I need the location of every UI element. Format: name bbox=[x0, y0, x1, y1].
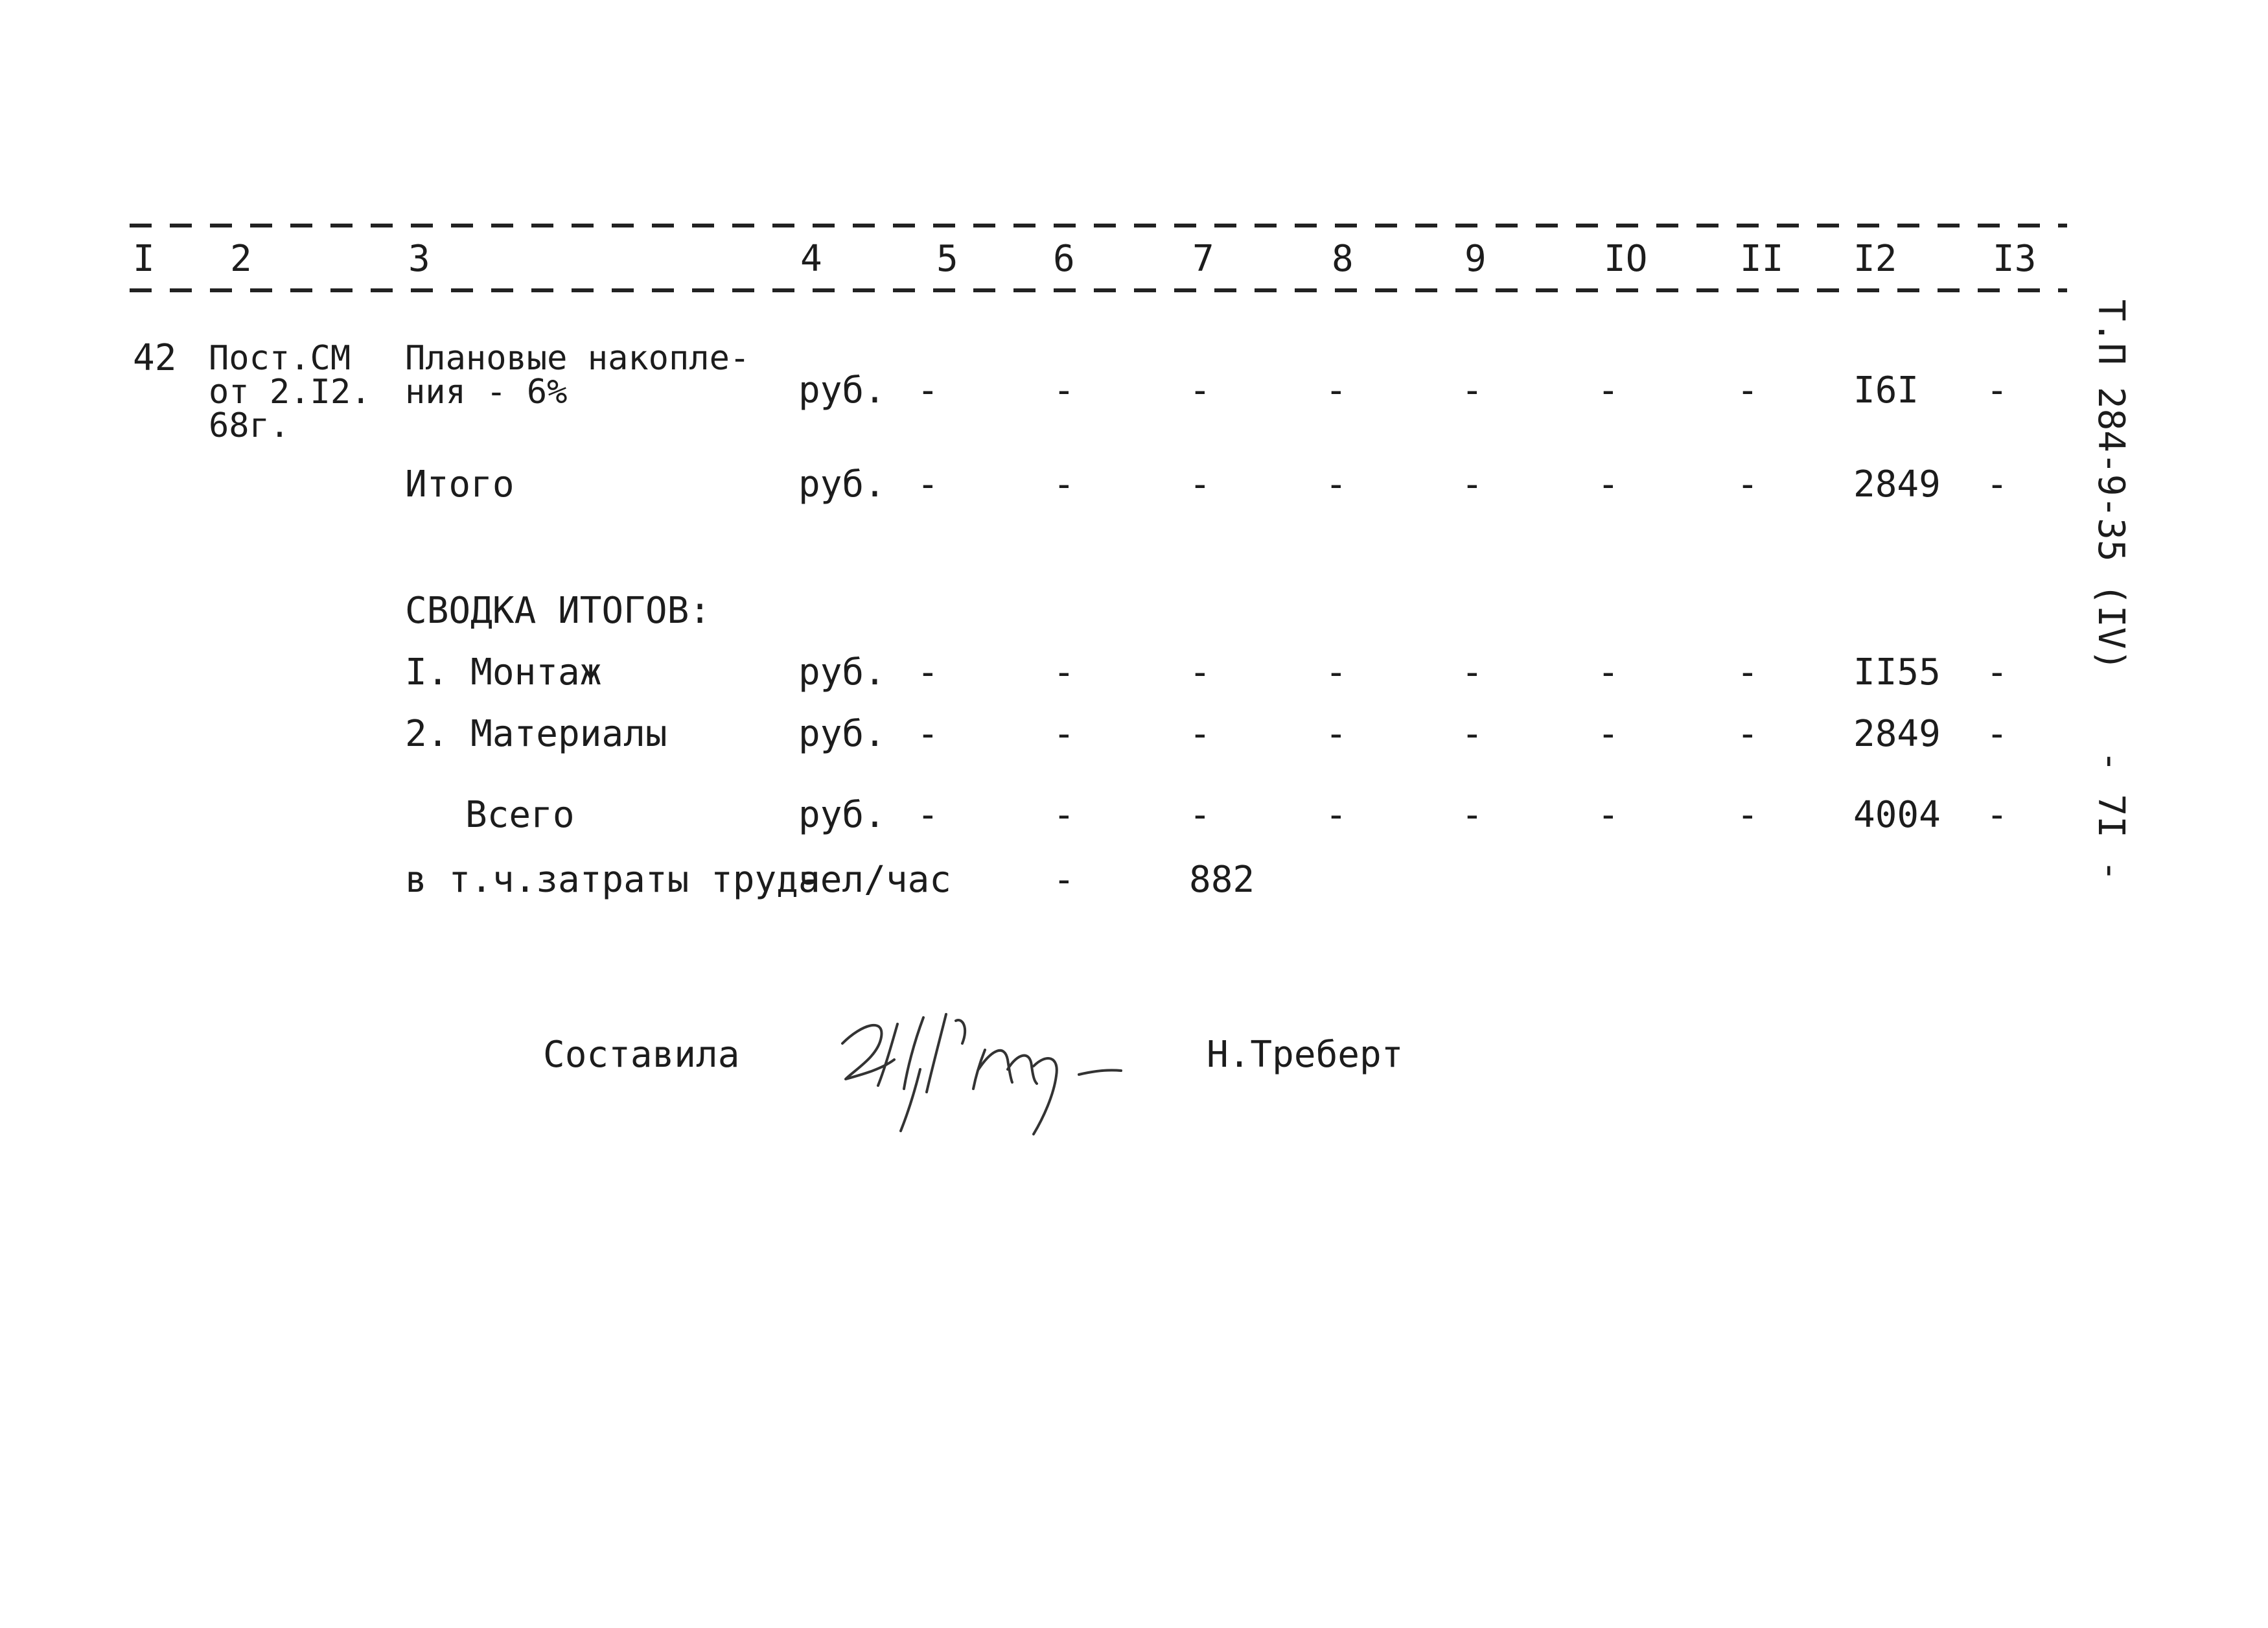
empty-cell: - bbox=[1461, 794, 1483, 836]
col13-value: - bbox=[1986, 794, 2008, 836]
empty-cell: - bbox=[1325, 369, 1347, 412]
empty-cell: - bbox=[1325, 794, 1347, 836]
column-header: 6 bbox=[1053, 238, 1075, 280]
header-top-rule bbox=[130, 224, 2067, 227]
col13-value: - bbox=[1986, 651, 2008, 693]
handwritten-signature bbox=[823, 998, 1160, 1141]
empty-cell: - bbox=[1189, 369, 1211, 412]
row-name: I. Монтаж bbox=[405, 651, 602, 693]
column-header: I2 bbox=[1853, 238, 1897, 280]
col13-value: - bbox=[1986, 713, 2008, 755]
empty-cell: - bbox=[1597, 651, 1619, 693]
row-unit: чел/час bbox=[798, 859, 952, 901]
col12-value: 2849 bbox=[1853, 713, 1941, 755]
empty-cell: - bbox=[1325, 713, 1347, 755]
empty-cell: - bbox=[1189, 651, 1211, 693]
empty-cell: - bbox=[917, 463, 939, 506]
row-name: Всего bbox=[465, 794, 575, 836]
empty-cell: - bbox=[1597, 463, 1619, 506]
column-header: 8 bbox=[1332, 238, 1354, 280]
empty-cell: - bbox=[1053, 369, 1075, 412]
row-unit: руб. bbox=[798, 651, 886, 693]
col12-value: II55 bbox=[1853, 651, 1941, 693]
empty-cell: - bbox=[1189, 794, 1211, 836]
empty-cell: - bbox=[917, 651, 939, 693]
empty-cell: - bbox=[1597, 794, 1619, 836]
empty-cell: - bbox=[1053, 713, 1075, 755]
column-header: 7 bbox=[1192, 238, 1214, 280]
col7-value: 882 bbox=[1189, 859, 1255, 901]
empty-cell: - bbox=[1737, 794, 1759, 836]
column-header: 9 bbox=[1464, 238, 1487, 280]
row-basis: Пост.СМ от 2.I2. 68г. bbox=[209, 339, 371, 445]
row-name: 2. Материалы bbox=[405, 713, 667, 755]
empty-cell: - bbox=[1461, 463, 1483, 506]
empty-cell: - bbox=[1737, 369, 1759, 412]
row-name: Плановые накопле- ния - 6% bbox=[405, 339, 750, 412]
empty-cell: - bbox=[1737, 463, 1759, 506]
column-header: IO bbox=[1604, 238, 1648, 280]
empty-cell: - bbox=[917, 713, 939, 755]
empty-cell: - bbox=[1053, 651, 1075, 693]
column-header: 2 bbox=[230, 238, 252, 280]
empty-cell: - bbox=[1053, 859, 1075, 901]
col13-value: - bbox=[1986, 463, 2008, 506]
summary-title: СВОДКА ИТОГОВ: bbox=[405, 590, 712, 632]
col12-value: 4004 bbox=[1853, 794, 1941, 836]
row-unit: руб. bbox=[798, 794, 886, 836]
column-header: 5 bbox=[936, 238, 958, 280]
signature-label: Составила bbox=[543, 1034, 740, 1076]
empty-cell: - bbox=[1461, 713, 1483, 755]
row-number: 42 bbox=[133, 337, 177, 379]
empty-cell: - bbox=[917, 369, 939, 412]
empty-cell: - bbox=[1737, 713, 1759, 755]
col12-value: I6I bbox=[1853, 369, 1919, 412]
empty-cell: - bbox=[1737, 651, 1759, 693]
row-unit: руб. bbox=[798, 713, 886, 755]
empty-cell: - bbox=[1325, 651, 1347, 693]
header-bottom-rule bbox=[130, 288, 2067, 292]
row-unit: руб. bbox=[798, 369, 886, 412]
empty-cell: - bbox=[1053, 463, 1075, 506]
empty-cell: - bbox=[1461, 651, 1483, 693]
column-header: 4 bbox=[800, 238, 822, 280]
empty-cell: - bbox=[1597, 369, 1619, 412]
empty-cell: - bbox=[1325, 463, 1347, 506]
column-header: I bbox=[133, 238, 155, 280]
row-unit: руб. bbox=[798, 463, 886, 506]
row-name: Итого bbox=[405, 463, 515, 506]
empty-cell: - bbox=[1189, 713, 1211, 755]
document-code: Т.П 284-9-35 (IV) bbox=[2090, 299, 2132, 671]
empty-cell: - bbox=[1597, 713, 1619, 755]
column-header: I3 bbox=[1993, 238, 2037, 280]
signer-name: Н.Треберт bbox=[1207, 1034, 1404, 1076]
empty-cell: - bbox=[1053, 794, 1075, 836]
column-header: 3 bbox=[408, 238, 430, 280]
column-header: II bbox=[1740, 238, 1784, 280]
col13-value: - bbox=[1986, 369, 2008, 412]
row-name: в т.ч.затраты труда bbox=[405, 859, 820, 901]
empty-cell: - bbox=[1461, 369, 1483, 412]
empty-cell: - bbox=[917, 794, 939, 836]
empty-cell: - bbox=[1189, 463, 1211, 506]
col12-value: 2849 bbox=[1853, 463, 1941, 506]
page-number: - 7I - bbox=[2090, 750, 2132, 882]
